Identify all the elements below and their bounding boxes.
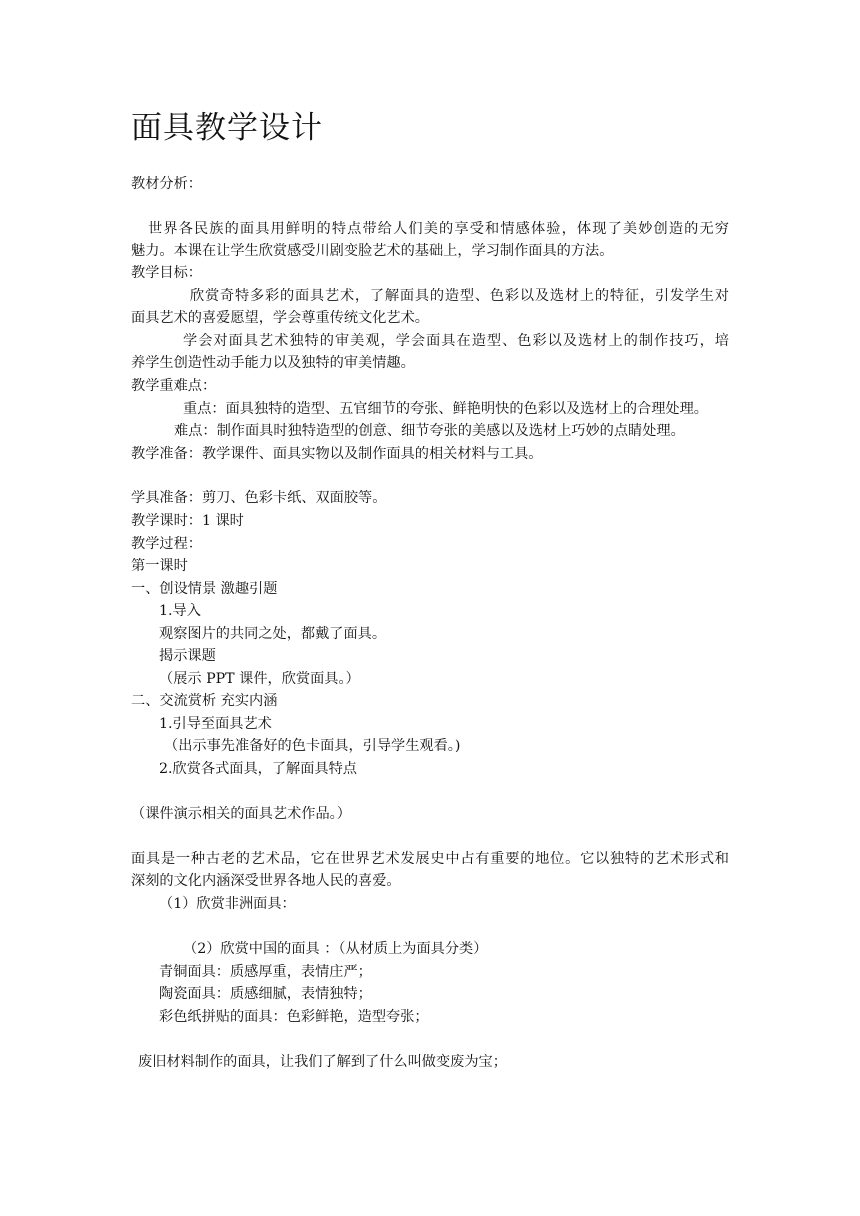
text-line: 重点：面具独特的造型、五官细节的夸张、鲜艳明快的色彩以及选材上的合理处理。 xyxy=(183,401,708,417)
text-line: 教学课时：1 课时 xyxy=(131,513,244,529)
text-line: 世界各民族的面具用鲜明的特点带给人们美的享受和情感体验，体现了美妙创造的无穷 xyxy=(148,221,729,237)
text-line: 一、创设情景 激趣引题 xyxy=(131,581,278,597)
text-line: 教学目标： xyxy=(131,265,202,281)
text-line: 深刻的文化内涵深受世界各地人民的喜爱。 xyxy=(131,873,401,889)
text-line: 彩色纸拼贴的面具：色彩鲜艳，造型夸张； xyxy=(159,1009,429,1025)
text-line: 面具是一种古老的艺术品，它在世界艺术发展史中占有重要的地位。它以独特的艺术形式和 xyxy=(131,851,729,867)
text-line: 教学重难点： xyxy=(131,378,217,394)
text-line: 学会对面具艺术独特的审美观，学会面具在造型、色彩以及选材上的制作技巧，培 xyxy=(183,333,729,349)
text-line: 陶瓷面具：质感细腻，表情独特； xyxy=(159,986,372,1002)
text-line: （1）欣赏非洲面具： xyxy=(159,896,296,912)
text-line: 二、交流赏析 充实内涵 xyxy=(131,693,278,709)
text-line: 教学过程： xyxy=(131,536,202,552)
text-line: 第一课时 xyxy=(131,558,188,574)
text-line: 废旧材料制作的面具，让我们了解到了什么叫做变废为宝； xyxy=(138,1054,507,1070)
text-line: 教材分析： xyxy=(131,176,202,192)
text-line: 2.欣赏各式面具，了解面具特点 xyxy=(159,761,357,777)
text-line: 学具准备：剪刀、色彩卡纸、双面胶等。 xyxy=(131,490,387,506)
text-line: 教学准备：教学课件、面具实物以及制作面具的相关材料与工具。 xyxy=(131,446,543,462)
page-title: 面具教学设计 xyxy=(131,110,323,146)
text-line: 青铜面具：质感厚重，表情庄严； xyxy=(159,964,372,980)
text-line: （2）欣赏中国的面具 ：（从材质上为面具分类） xyxy=(183,941,488,957)
text-line: 1.导入 xyxy=(159,603,201,619)
text-line: 观察图片的共同之处，都戴了面具。 xyxy=(159,626,387,642)
text-line: 养学生创造性动手能力以及独特的审美情趣。 xyxy=(131,355,415,371)
text-line: （出示事先准备好的色卡面具，引导学生观看。) xyxy=(164,738,461,754)
text-line: 揭示课题 xyxy=(159,648,216,664)
text-line: 难点：制作面具时独特造型的创意、细节夸张的美感以及选材上巧妙的点睛处理。 xyxy=(174,423,685,439)
text-line: 1.引导至面具艺术 xyxy=(159,716,272,732)
text-line: 欣赏奇特多彩的面具艺术，了解面具的造型、色彩以及选材上的特征，引发学生对 xyxy=(190,288,729,304)
text-line: 面具艺术的喜爱愿望，学会尊重传统文化艺术。 xyxy=(131,310,429,326)
text-line: （展示 PPT 课件，欣赏面具。） xyxy=(159,671,360,687)
text-line: （课件演示相关的面具艺术作品。） xyxy=(131,806,351,822)
text-line: 魅力。本课在让学生欣赏感受川剧变脸艺术的基础上，学习制作面具的方法。 xyxy=(131,243,614,259)
